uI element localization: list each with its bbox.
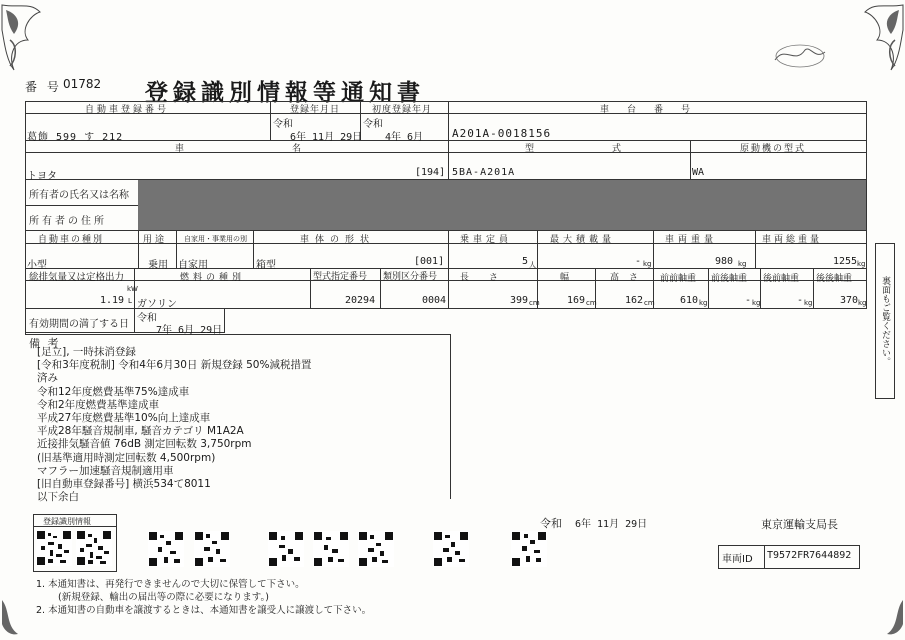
expiry-era: 令和 (137, 313, 157, 324)
remarks-line: [旧自動車登録番号] 横浜534て8011 (37, 478, 211, 491)
body-code: [001] (414, 256, 445, 267)
engine-type-value: WA (692, 167, 705, 178)
weight-value: 980 (715, 256, 734, 267)
vehicle-id-label: 車両ID (722, 554, 753, 565)
private-value: 自家用 (178, 260, 208, 271)
remarks-line: 以下余白 (37, 491, 79, 504)
reg-no-label: 自動車登録番号 (85, 105, 170, 115)
remarks-line: [足立], 一時抹消登録 (37, 346, 136, 358)
use-value: 乗用 (148, 260, 168, 271)
vehicle-id-value: T9572FR7644892 (767, 550, 852, 561)
ff-axle-value: 610 (680, 295, 699, 306)
ornament-top-right (845, 0, 905, 90)
length-label: 長さ (460, 273, 519, 283)
rr-axle-value: 370 (840, 295, 859, 306)
issue-era: 令和 (540, 517, 562, 530)
reg-date: 6年 11月 29日 (290, 132, 363, 143)
remarks-line: (旧基準適用時測定回転数 4,500rpm) (37, 451, 216, 464)
vehicle-name-label-2: 名 (292, 144, 305, 154)
kind-value: 小型 (27, 260, 47, 271)
max-load-unit: kg (643, 260, 652, 268)
remarks-line: [令和3年度税制] 令和4年6月30日 新規登録 50%減税措置 (37, 359, 312, 372)
type-code: [194] (415, 167, 446, 178)
qr-code (36, 530, 112, 566)
expiry-label: 有効期間の満了する日 (29, 319, 129, 330)
use-label: 用途 (143, 235, 168, 245)
owner-name-label: 所有者の氏名又は名称 (29, 190, 129, 201)
qr-code (148, 531, 230, 567)
qr-section-label: 登録識別情報 (43, 517, 91, 526)
fr-axle-unit: kg (752, 299, 761, 307)
remarks-line: 平成27年度燃費基準10%向上達成車 (37, 412, 211, 425)
engine-type-label: 原動機の型式 (740, 144, 807, 154)
weight-unit: kg (738, 260, 747, 268)
gross-weight-value: 1255 (833, 256, 858, 267)
reg-date-label: 登録年月日 (290, 105, 341, 115)
stamp-scribble (770, 40, 830, 70)
use-sub-label: 自家用・事業用の別 (184, 235, 247, 243)
ff-axle-label: 前前軸重 (660, 274, 697, 284)
rf-axle-label: 後前軸重 (763, 274, 800, 284)
fr-axle-label: 前後軸重 (711, 274, 748, 284)
ornament-bottom-right (865, 590, 905, 640)
body-value: 箱型 (256, 260, 276, 271)
type-label-1: 型 (525, 144, 538, 154)
width-value: 169 (567, 295, 586, 306)
qr-code (511, 531, 547, 567)
displacement-unit-l: L (128, 297, 132, 305)
reg-era: 令和 (273, 119, 293, 130)
fr-axle-value: - (745, 295, 752, 306)
remarks-label: 備 考 (29, 337, 61, 350)
width-unit: cm (586, 299, 597, 307)
vehicle-name-label-1: 車 (175, 144, 188, 154)
footer-note-2: (新規登録、輸出の届出等の際に必要になります。) (58, 592, 269, 603)
displacement-unit-kw: kW (127, 285, 138, 293)
remarks-line: 近接排気騒音値 76dB 測定回転数 3,750rpm (37, 438, 252, 451)
expiry-date: 7年 6月 29日 (156, 325, 223, 336)
serial-number: 01782 (63, 77, 102, 91)
qr-code (433, 531, 469, 567)
first-reg-date: 4年 6月 (385, 132, 424, 143)
max-load-label: 最大積載量 (550, 235, 616, 245)
chassis-number: A201A-0018156 (452, 127, 552, 140)
displacement-label: 総排気量又は定格出力 (29, 272, 125, 283)
remarks-line: 平成28年騒音規制車, 騒音カテゴリ M1A2A (37, 425, 244, 438)
rr-axle-unit: kg (858, 299, 867, 307)
length-value: 399 (510, 295, 529, 306)
category-no-label: 類別区分番号 (383, 272, 438, 282)
capacity-value: 5 (522, 256, 529, 267)
gross-weight-unit: kg (857, 260, 866, 268)
registration-number: 葛飾 599 す 212 (27, 132, 124, 143)
body-label: 車体の形状 (300, 235, 376, 245)
remarks-line: 済み (37, 372, 58, 385)
remarks-line: マフラー加速騒音規制適用車 (37, 464, 174, 477)
ff-axle-unit: kg (699, 299, 708, 307)
chassis-label: 車台番号 (600, 105, 709, 115)
remarks-line: 令和2年度燃費基準達成車 (37, 398, 160, 411)
footer-note-3: 2. 本通知書の自動車を譲渡するときは、本通知書を譲受人に譲渡して下さい。 (36, 605, 372, 616)
max-load-value: - (635, 256, 642, 267)
gross-weight-label: 車両総重量 (762, 235, 823, 245)
maker-name: トヨタ (27, 171, 57, 182)
kind-label: 自動車の種別 (38, 235, 105, 245)
remarks-line: 令和12年度燃費基準75%達成車 (37, 385, 190, 398)
remarks-block (37, 346, 311, 504)
displacement-value: 1.19 (100, 295, 125, 306)
owner-address-label: 所有者の住所 (29, 216, 107, 227)
type-label-2: 式 (612, 144, 625, 154)
qr-code (268, 531, 394, 567)
serial-label: 番 号 (25, 80, 62, 94)
issue-date: 6年 11月 29日 (575, 519, 648, 530)
rf-axle-unit: kg (804, 299, 813, 307)
width-label: 幅 (560, 273, 573, 283)
first-reg-label: 初度登録年月 (372, 105, 433, 115)
weight-label: 車両重量 (665, 235, 718, 245)
ornament-bottom-left (0, 590, 40, 640)
footer-note-1: 1. 本通知書は、再発行できませんので大切に保管して下さい。 (36, 579, 305, 590)
document-title: 登録識別情報等通知書 (145, 79, 425, 106)
first-reg-era: 令和 (363, 119, 383, 130)
see-reverse-note: 裏面もご覧ください。 (875, 243, 895, 399)
fuel-value: ガソリン (137, 299, 177, 310)
model-no-value: 20294 (345, 295, 376, 306)
length-unit: cm (529, 299, 540, 307)
height-label: 高さ (610, 273, 649, 283)
issuing-office: 東京運輸支局長 (761, 518, 838, 531)
ornament-top-left (0, 0, 60, 90)
capacity-unit: 人 (529, 261, 536, 269)
owner-redaction (138, 180, 866, 230)
rf-axle-value: - (797, 295, 804, 306)
category-no-value: 0004 (422, 295, 447, 306)
height-value: 162 (625, 295, 644, 306)
model-no-label: 型式指定番号 (313, 272, 368, 282)
fuel-label: 燃料の種別 (180, 273, 246, 283)
rr-axle-label: 後後軸重 (816, 274, 853, 284)
height-unit: cm (644, 299, 655, 307)
capacity-label: 乗車定員 (460, 235, 513, 245)
type-value: 5BA-A201A (452, 167, 516, 178)
